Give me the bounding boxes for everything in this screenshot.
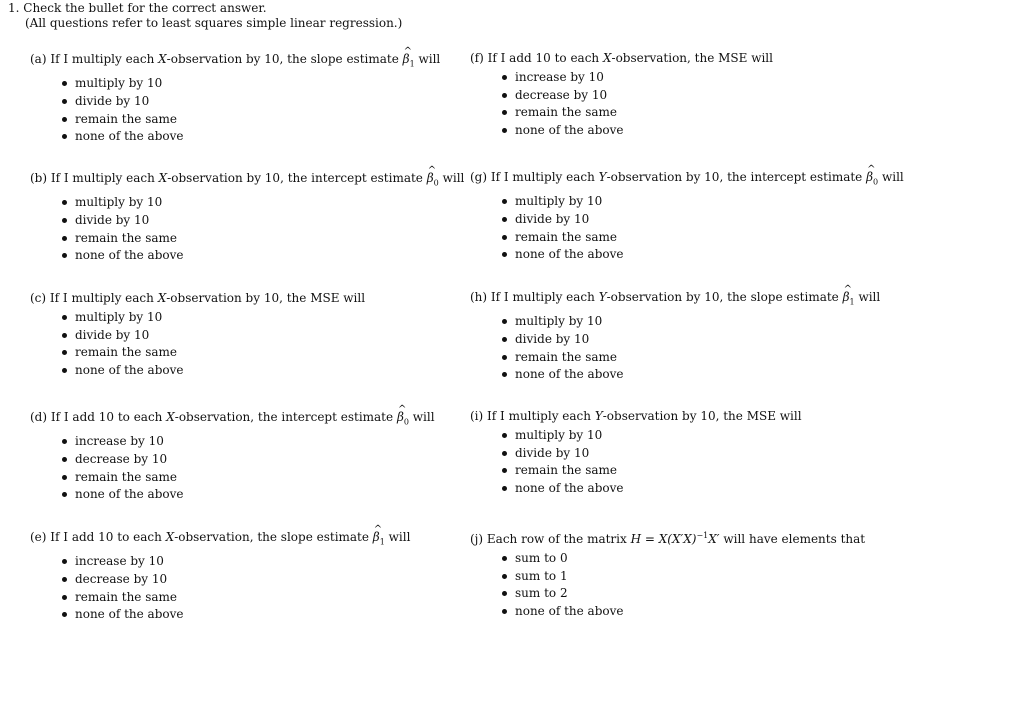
beta-subscript: 0 — [433, 178, 439, 188]
answer-option[interactable]: remain the same — [62, 230, 510, 248]
beta-hat-symbol: β ^ — [843, 289, 850, 305]
stem-prefix: (b) If I multiply each — [30, 171, 159, 185]
answer-option[interactable]: remain the same — [62, 111, 510, 129]
stem-suffix: will — [438, 171, 465, 185]
answer-option[interactable]: none of the above — [62, 247, 510, 265]
answer-option[interactable]: multiply by 10 — [502, 313, 950, 331]
answer-option[interactable]: multiply by 10 — [502, 193, 950, 211]
stem-matrix: H = X(X′X) — [630, 532, 697, 546]
beta-hat-symbol: β ^ — [403, 51, 410, 67]
stem-variable: X — [158, 171, 168, 185]
answer-option[interactable]: none of the above — [502, 603, 950, 621]
answer-option[interactable]: divide by 10 — [62, 327, 510, 345]
question-stem — [470, 50, 950, 66]
stem-prefix: (f) If I add 10 to each — [470, 51, 603, 65]
stem-middle: -observation by 10, the intercept estimate — [606, 170, 867, 184]
beta-subscript: 1 — [379, 537, 385, 547]
answer-option[interactable]: none of the above — [62, 128, 510, 146]
answer-options — [30, 75, 510, 145]
answer-option[interactable]: remain the same — [502, 349, 950, 367]
answer-option[interactable]: divide by 10 — [502, 445, 950, 463]
answer-option[interactable]: divide by 10 — [502, 211, 950, 229]
answer-option[interactable]: sum to 0 — [502, 550, 950, 568]
question-stem — [470, 408, 950, 424]
stem-prefix: (c) If I multiply each — [30, 291, 158, 305]
stem-prefix: (g) If I multiply each — [470, 170, 599, 184]
stem-matrix-tail: X′ — [708, 532, 720, 546]
answer-option[interactable]: increase by 10 — [62, 433, 510, 451]
answer-option[interactable]: remain the same — [62, 589, 510, 607]
stem-suffix: will — [384, 530, 411, 544]
beta-subscript: 0 — [403, 417, 409, 427]
answer-option[interactable]: remain the same — [502, 462, 950, 480]
instructions — [8, 1, 402, 31]
answer-option[interactable]: decrease by 10 — [62, 451, 510, 469]
answer-option[interactable]: remain the same — [62, 469, 510, 487]
answer-option[interactable]: none of the above — [62, 606, 510, 624]
answer-option[interactable]: none of the above — [502, 122, 950, 140]
answer-option[interactable]: remain the same — [62, 344, 510, 362]
beta-hat-symbol: β ^ — [373, 529, 380, 545]
stem-prefix: (i) If I multiply each — [470, 409, 595, 423]
stem-prefix: (j) Each row of the matrix — [470, 532, 631, 546]
stem-suffix: will have elements that — [719, 532, 866, 546]
stem-prefix: (e) If I add 10 to each — [30, 530, 166, 544]
stem-middle: -observation by 10, the slope estimate — [166, 52, 403, 66]
answer-option[interactable]: sum to 2 — [502, 585, 950, 603]
stem-middle: -observation by 10, the MSE will — [166, 291, 366, 305]
stem-suffix: will — [878, 170, 904, 184]
question-stem — [470, 528, 950, 547]
answer-option[interactable]: none of the above — [502, 366, 950, 384]
question-stem — [30, 51, 510, 72]
question-stem — [470, 169, 950, 190]
answer-option[interactable]: none of the above — [62, 486, 510, 504]
question-g — [470, 169, 950, 264]
stem-middle: -observation by 10, the intercept estimate — [167, 171, 427, 185]
stem-variable: X — [165, 530, 175, 544]
stem-variable: Y — [598, 170, 607, 184]
beta-subscript: 1 — [849, 297, 855, 307]
answer-option[interactable]: multiply by 10 — [502, 427, 950, 445]
answer-options — [30, 433, 510, 503]
beta-hat-symbol: β ^ — [397, 409, 404, 425]
stem-suffix: will — [854, 290, 881, 304]
answer-option[interactable]: multiply by 10 — [62, 309, 510, 327]
beta-hat-symbol: β ^ — [866, 169, 873, 185]
stem-variable: Y — [598, 290, 607, 304]
stem-variable: X — [157, 291, 167, 305]
beta-subscript: 1 — [409, 59, 415, 69]
answer-option[interactable]: remain the same — [502, 229, 950, 247]
stem-middle: -observation by 10, the slope estimate — [606, 290, 843, 304]
answer-options — [470, 313, 950, 383]
answer-option[interactable]: decrease by 10 — [502, 87, 950, 105]
answer-option[interactable]: increase by 10 — [502, 69, 950, 87]
stem-variable: Y — [594, 409, 603, 423]
answer-options — [30, 194, 510, 264]
question-c — [30, 290, 510, 379]
question-d — [30, 409, 510, 504]
stem-variable: X — [158, 52, 167, 66]
question-b — [30, 170, 510, 265]
answer-option[interactable]: decrease by 10 — [62, 571, 510, 589]
answer-option[interactable]: none of the above — [502, 480, 950, 498]
answer-option[interactable]: remain the same — [502, 104, 950, 122]
stem-middle: -observation by 10, the MSE will — [602, 409, 802, 423]
answer-option[interactable]: increase by 10 — [62, 553, 510, 571]
question-i — [470, 408, 950, 497]
answer-option[interactable]: none of the above — [502, 246, 950, 264]
beta-hat-symbol: β ^ — [427, 170, 434, 186]
beta-subscript: 0 — [873, 177, 879, 187]
stem-prefix: (h) If I multiply each — [470, 290, 599, 304]
stem-suffix: will — [408, 410, 435, 424]
answer-option[interactable]: multiply by 10 — [62, 75, 510, 93]
answer-option[interactable]: divide by 10 — [62, 212, 510, 230]
stem-middle: -observation, the MSE will — [611, 51, 773, 65]
question-stem — [30, 170, 510, 191]
stem-middle: -observation, the intercept estimate — [174, 410, 397, 424]
stem-suffix: will — [414, 52, 441, 66]
question-stem — [30, 290, 510, 306]
instructions-title: 1. Check the bullet for the correct answer. — [8, 1, 267, 15]
question-e — [30, 529, 510, 624]
answer-options — [470, 69, 950, 139]
stem-middle: -observation, the slope estimate — [174, 530, 373, 544]
question-stem — [470, 289, 950, 310]
stem-variable: X — [602, 51, 612, 65]
answer-options — [470, 550, 950, 620]
answer-option[interactable]: divide by 10 — [502, 331, 950, 349]
question-a — [30, 51, 510, 146]
answer-option[interactable]: divide by 10 — [62, 93, 510, 111]
stem-prefix: (d) If I add 10 to each — [30, 410, 167, 424]
question-stem — [30, 529, 510, 550]
question-f — [470, 50, 950, 139]
answer-options — [470, 193, 950, 263]
question-stem — [30, 409, 510, 430]
answer-options — [470, 427, 950, 497]
answer-options — [30, 553, 510, 623]
stem-prefix: (a) If I multiply each — [30, 52, 159, 66]
answer-options — [30, 309, 510, 379]
stem-variable: X — [166, 410, 175, 424]
answer-option[interactable]: none of the above — [62, 362, 510, 380]
answer-option[interactable]: sum to 1 — [502, 568, 950, 586]
stem-matrix-exponent: −1 — [696, 531, 709, 540]
question-j — [470, 528, 950, 620]
answer-option[interactable]: multiply by 10 — [62, 194, 510, 212]
instructions-note: (All questions refer to least squares simple linear regression.) — [25, 16, 403, 30]
question-h — [470, 289, 950, 384]
